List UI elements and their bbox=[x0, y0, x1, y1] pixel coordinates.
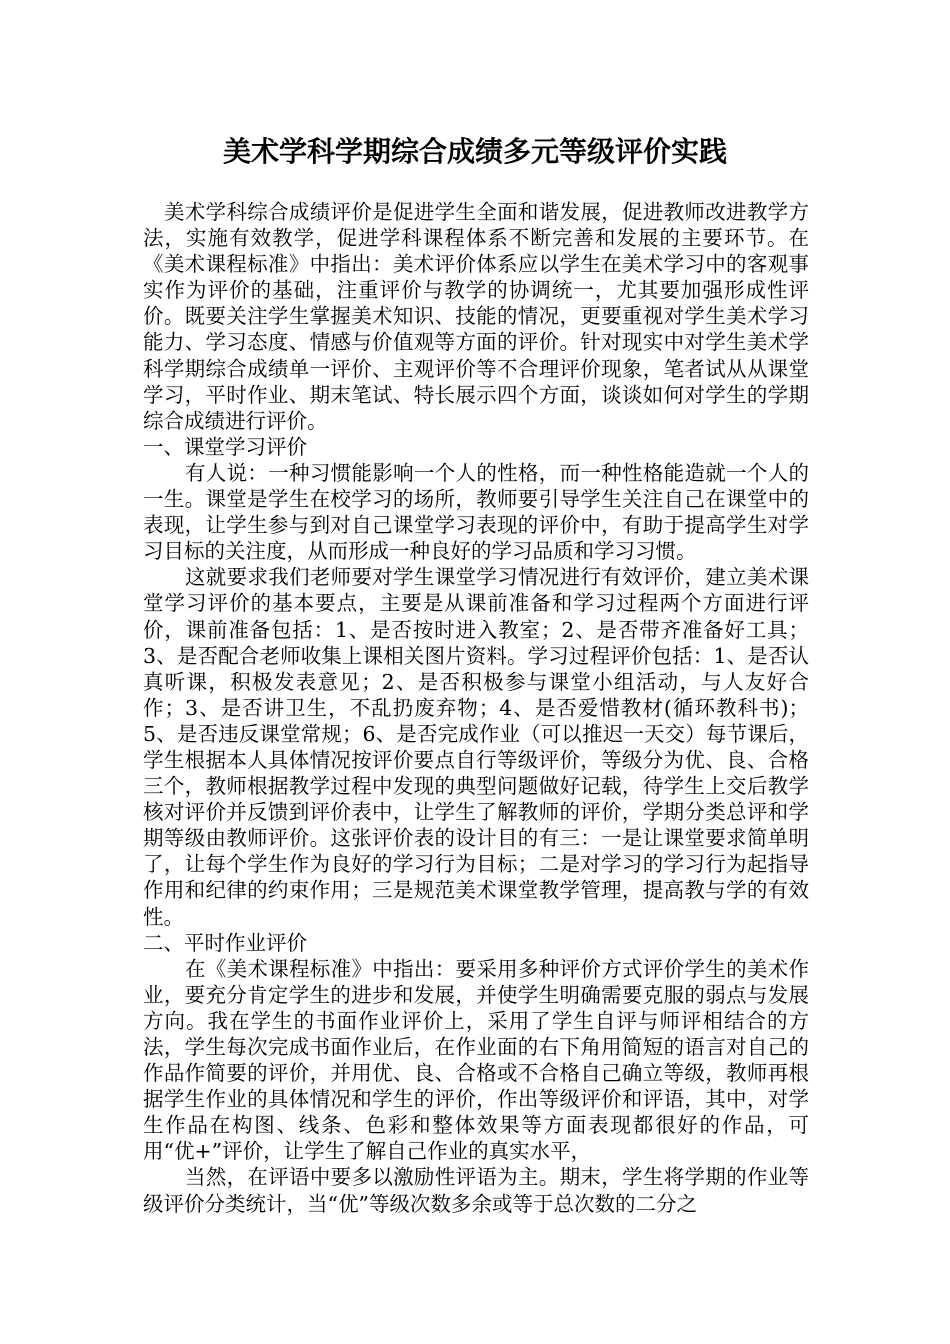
paragraph: 在《美术课程标准》中指出：要采用多种评价方式评价学生的美术作业，要充分肯定学生的进步和发展，并使学生明确需要克服的弱点与发展方向。我在学生的书面作业评价上，采用了学生自评与师评相结合的方法，学生每次完成书面作业后，在作业面的右下角用简短的语言对自己的作品作简要的评价，并用优、良、合格或不合格自己确立等级，教师再根据学生作业的具体情况和学生的评价，作出等级评价和评语，其中，对学生作品在构图、线条、色彩和整体效果等方面表现都很好的作品，可用“优+”评价，让学生了解自己作业的真实水平， bbox=[143, 956, 809, 1164]
document-title: 美术学科学期综合成绩多元等级评价实践 bbox=[222, 135, 727, 168]
paragraph: 这就要求我们老师要对学生课堂学习情况进行有效评价，建立美术课堂学习评价的基本要点，主要是从课前准备和学习过程两个方面进行评价，课前准备包括：1、是否按时进入教室；2、是否带齐准备好工具；3、是否配合老师收集上课相关图片资料。学习过程评价包括：1、是否认真听课，积极发表意见；2、是否积极参与课堂小组活动，与人友好合作；3、是否讲卫生，不乱扔废弃物；4、是否爱惜教材(循环教科书)；5、是否违反课堂常规；6、是否完成作业（可以推迟一天交）每节课后，学生根据本人具体情况按评价要点自行等级评价，等级分为优、良、合格三个，教师根据教学过程中发现的典型问题做好记载，待学生上交后教学核对评价并反馈到评价表中，让学生了解教师的评价，学期分类总评和学期等级由教师评价。这张评价表的设计目的有三：一是让课堂要求简单明了，让每个学生作为良好的学习行为目标；二是对学习的学习行为起指导作用和纪律的约束作用；三是规范美术课堂教学管理，提高教与学的有效性。 bbox=[143, 565, 809, 929]
paragraph: 有人说：一种习惯能影响一个人的性格，而一种性格能造就一个人的一生。课堂是学生在校学习的场所，教师要引导学生关注自己在课堂中的表现，让学生参与到对自己课堂学习表现的评价中，有助于提高学生对学习目标的关注度，从而形成一种良好的学习品质和学习习惯。 bbox=[143, 460, 809, 564]
document-body bbox=[143, 199, 809, 1217]
section-heading-classroom: 一、课堂学习评价 bbox=[143, 434, 307, 459]
paragraph: 当然，在评语中要多以激励性评语为主。期末，学生将学期的作业等级评价分类统计，当“优”等级次数多余或等于总次数的二分之 bbox=[143, 1165, 809, 1216]
section-heading-homework: 二、平时作业评价 bbox=[143, 930, 307, 955]
intro-paragraph: 美术学科综合成绩评价是促进学生全面和谐发展，促进教师改进教学方法，实施有效教学，促进学科课程体系不断完善和发展的主要环节。在《美术课程标准》中指出：美术评价体系应以学生在美术学习中的客观事实作为评价的基础，注重评价与教学的协调统一，尤其要加强形成性评价。既要关注学生掌握美术知识、技能的情况，更要重视对学生美术学习能力、学习态度、情感与价值观等方面的评价。针对现实中对学生美术学科学期综合成绩单一评价、主观评价等不合理评价现象，笔者试从从课堂学习，平时作业、期末笔试、特长展示四个方面，谈谈如何对学生的学期综合成绩进行评价。 bbox=[143, 200, 809, 433]
